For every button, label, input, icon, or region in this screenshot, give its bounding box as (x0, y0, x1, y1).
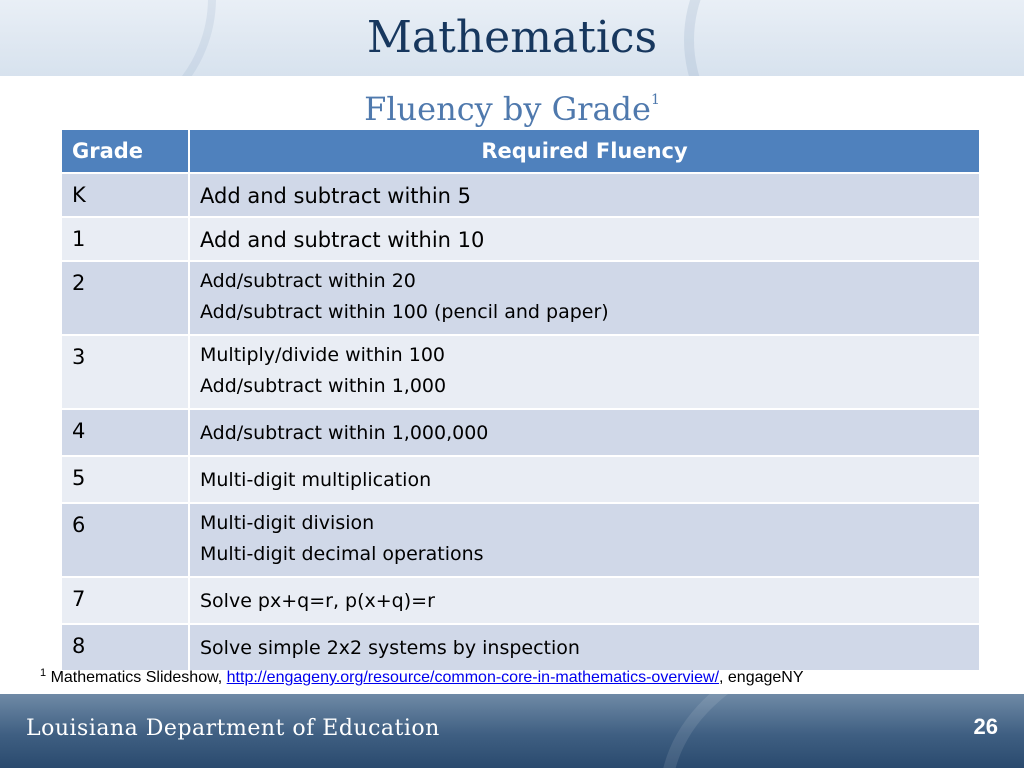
grade-cell: 6 (61, 503, 189, 577)
fluency-cell (189, 217, 980, 261)
table-row (61, 335, 980, 409)
grade-cell: K (61, 173, 189, 217)
fluency-cell (189, 577, 980, 624)
fluency-line: Multi-digit decimal operations (200, 543, 484, 565)
grade-cell: 5 (61, 456, 189, 503)
fluency-line: Solve simple 2x2 systems by inspection (200, 637, 580, 659)
table-row (61, 503, 980, 577)
fluency-line: Multi-digit multiplication (200, 469, 432, 491)
fluency-cell (189, 335, 980, 409)
fluency-line: Add/subtract within 100 (pencil and paper) (200, 301, 609, 323)
grade-cell: 1 (61, 217, 189, 261)
slide-number: 26 (973, 714, 998, 739)
grade-cell: 8 (61, 624, 189, 671)
table-row (61, 217, 980, 261)
grade-cell: 7 (61, 577, 189, 624)
footnote-text: Mathematics Slideshow, (50, 669, 227, 686)
footnote-marker: 1 (40, 667, 47, 679)
fluency-line: Multiply/divide within 100 (200, 344, 446, 366)
fluency-cell (189, 173, 980, 217)
fluency-cell (189, 409, 980, 456)
fluency-line: Multi-digit division (200, 512, 375, 534)
fluency-line: Add and subtract within 5 (200, 184, 472, 208)
fluency-line: Solve px+q=r, p(x+q)=r (200, 590, 435, 612)
grade-cell: 4 (61, 409, 189, 456)
fluency-line: Add/subtract within 1,000 (200, 375, 447, 397)
fluency-line: Add and subtract within 10 (200, 228, 485, 252)
footnote-source: , engageNY (719, 669, 804, 686)
fluency-table (60, 128, 981, 672)
footnote-link[interactable]: http://engageny.org/resource/common-core-in-mathematics-overview/ (226, 669, 720, 686)
fluency-line: Add/subtract within 1,000,000 (200, 422, 489, 444)
fluency-cell (189, 456, 980, 503)
slide-title: Mathematics (366, 12, 658, 63)
table-body (61, 173, 980, 671)
footnote (40, 662, 1000, 689)
footer-organization: Louisiana Department of Education (26, 716, 440, 741)
table-row (61, 173, 980, 217)
grade-cell: 3 (61, 335, 189, 409)
table-row (61, 261, 980, 335)
footer-decoration (660, 694, 1024, 768)
fluency-line: Add/subtract within 20 (200, 270, 416, 292)
grade-column-header: Grade (61, 129, 189, 173)
subtitle-footnote-ref: 1 (650, 92, 660, 108)
table-header-row (61, 129, 980, 173)
grade-cell: 2 (61, 261, 189, 335)
slide-subtitle (0, 78, 1024, 131)
fluency-column-header: Required Fluency (189, 129, 980, 173)
footer-band (0, 694, 1024, 768)
table-row (61, 577, 980, 624)
table-row (61, 409, 980, 456)
table-row (61, 456, 980, 503)
subtitle-text: Fluency by Grade (364, 90, 651, 128)
fluency-cell (189, 261, 980, 335)
fluency-cell (189, 503, 980, 577)
